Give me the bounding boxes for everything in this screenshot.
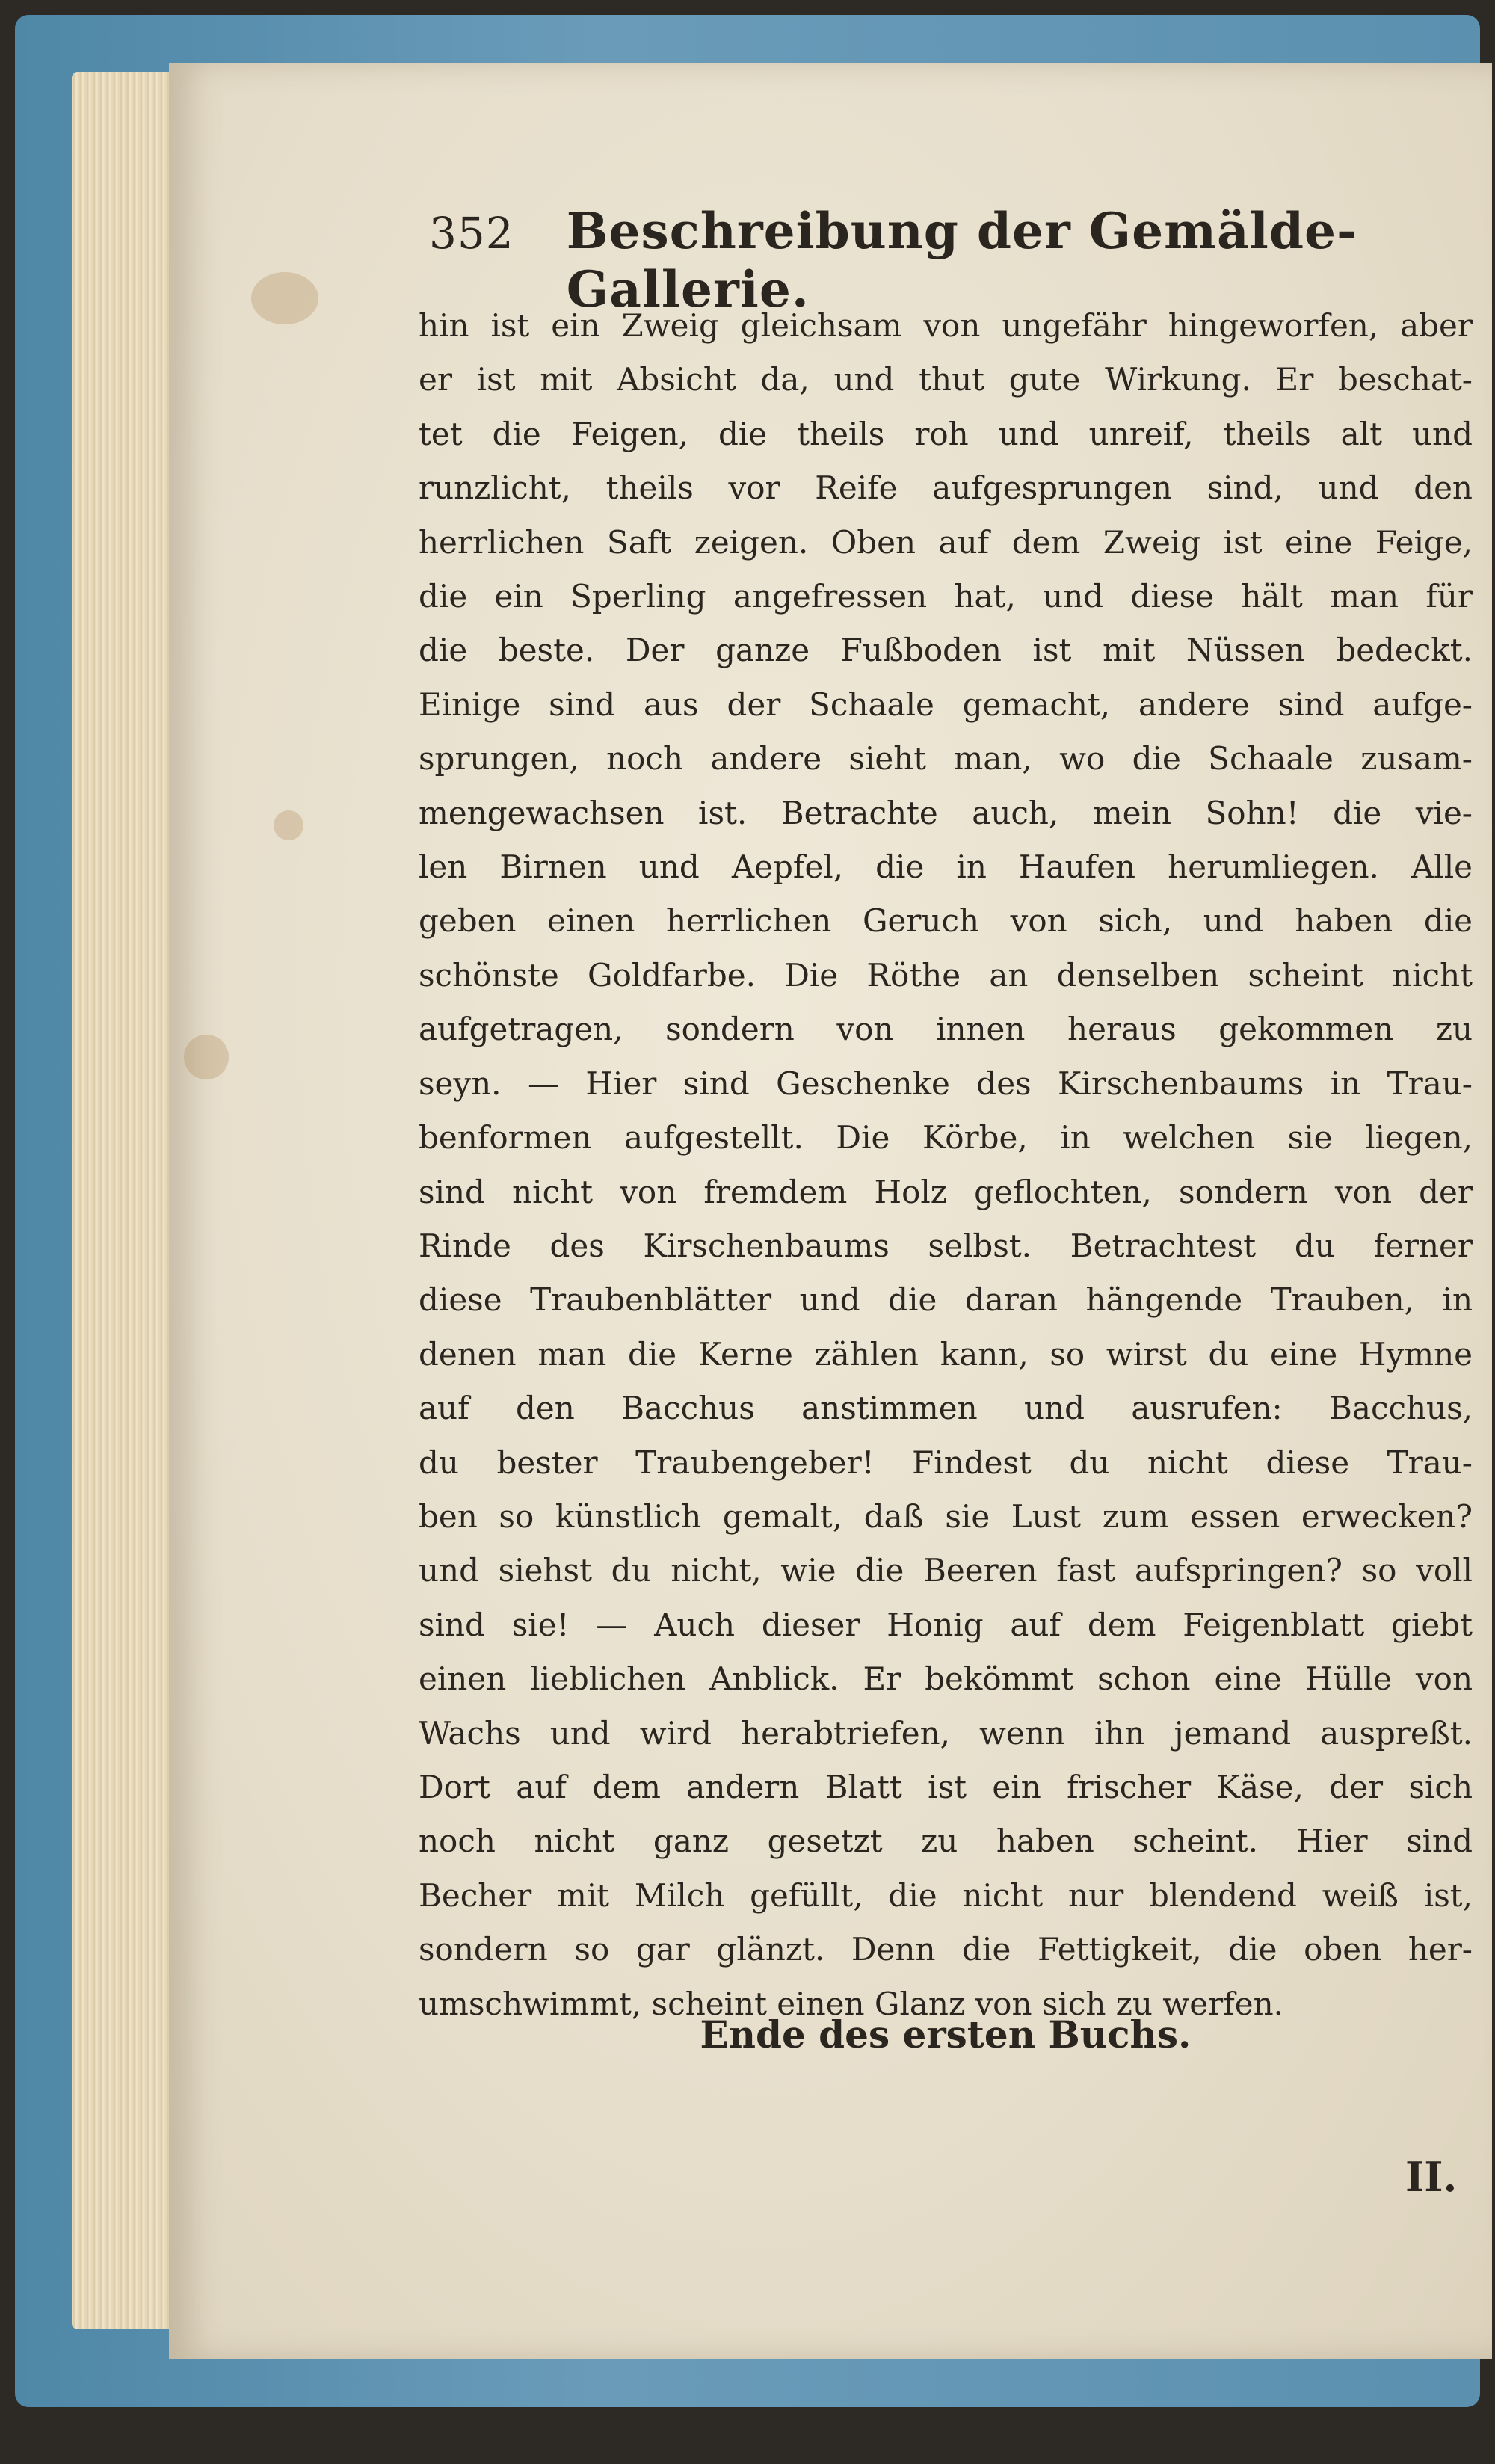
text-line: ben so künstlich gemalt, daß sie Lust zum essen erwecken? — [419, 1497, 1473, 1535]
text-line: hin ist ein Zweig gleichsam von ungefähr hingeworfen, aber — [419, 307, 1473, 344]
text-line: noch nicht ganz gesetzt zu haben scheint. Hier sind — [419, 1823, 1473, 1860]
text-line: die ein Sperling angefressen hat, und diese hält man für — [419, 578, 1473, 615]
text-line: und siehst du nicht, wie die Beeren fast aufspringen? so voll — [419, 1552, 1473, 1589]
text-line: aufgetragen, sondern von innen heraus gekommen zu — [419, 1011, 1473, 1048]
text-line: sind nicht von fremdem Holz geflochten, sondern von der — [419, 1173, 1473, 1210]
text-line: Becher mit Milch gefüllt, die nicht nur blendend weiß ist, — [419, 1876, 1473, 1914]
paper-stain — [251, 272, 318, 324]
catchword: II. — [1405, 2153, 1458, 2201]
text-line: er ist mit Absicht da, und thut gute Wirkung. Er beschat- — [419, 361, 1473, 398]
text-line: herrlichen Saft zeigen. Oben auf dem Zweig ist eine Feige, — [419, 523, 1473, 561]
text-line: seyn. — Hier sind Geschenke des Kirschenbaums in Trau- — [419, 1065, 1473, 1102]
text-line: Rinde des Kirschenbaums selbst. Betrachtest du ferner — [419, 1227, 1473, 1264]
text-line: du bester Traubengeber! Findest du nicht diese Trau- — [419, 1444, 1473, 1481]
body-text — [419, 299, 1473, 2031]
end-of-book-text: Ende des ersten Buchs. — [700, 2012, 1192, 2057]
text-line: mengewachsen ist. Betrachte auch, mein Sohn! die vie- — [419, 794, 1473, 831]
text-line: Dort auf dem andern Blatt ist ein frischer Käse, der sich — [419, 1768, 1473, 1805]
text-line: schönste Goldfarbe. Die Röthe an denselben scheint nicht — [419, 956, 1473, 994]
text-line: tet die Feigen, die theils roh und unreif, theils alt und — [419, 415, 1473, 452]
page-header — [429, 202, 1378, 318]
text-line: geben einen herrlichen Geruch von sich, und haben die — [419, 902, 1473, 940]
text-line: sind sie! — Auch dieser Honig auf dem Feigenblatt giebt — [419, 1606, 1473, 1643]
text-line: sondern so gar glänzt. Denn die Fettigkeit, die oben her- — [419, 1931, 1473, 1968]
text-line: einen lieblichen Anblick. Er bekömmt schon eine Hülle von — [419, 1660, 1473, 1698]
paper-stain — [274, 810, 303, 840]
text-line: benformen aufgestellt. Die Körbe, in welchen sie liegen, — [419, 1119, 1473, 1156]
text-line: diese Traubenblätter und die daran hängende Trauben, in — [419, 1281, 1473, 1319]
text-line: die beste. Der ganze Fußboden ist mit Nüssen bedeckt. — [419, 632, 1473, 669]
text-line: len Birnen und Aepfel, die in Haufen herumliegen. Alle — [419, 848, 1473, 886]
text-line: Einige sind aus der Schaale gemacht, andere sind aufge- — [419, 686, 1473, 723]
paper-stain — [184, 1035, 229, 1079]
text-line: Wachs und wird herabtriefen, wenn ihn jemand auspreßt. — [419, 1714, 1473, 1752]
text-line: runzlicht, theils vor Reife aufgesprungen sind, und den — [419, 469, 1473, 507]
page-number: 352 — [429, 208, 514, 259]
text-line: umschwimmt, scheint einen Glanz von sich zu werfen. — [419, 1985, 1283, 2022]
text-line: sprungen, noch andere sieht man, wo die Schaale zusam- — [419, 740, 1473, 777]
running-head: Beschreibung der Gemälde-Gallerie. — [566, 202, 1358, 318]
text-line: auf den Bacchus anstimmen und ausrufen: Bacchus, — [419, 1390, 1473, 1427]
text-line: denen man die Kerne zählen kann, so wirst du eine Hymne — [419, 1335, 1473, 1373]
